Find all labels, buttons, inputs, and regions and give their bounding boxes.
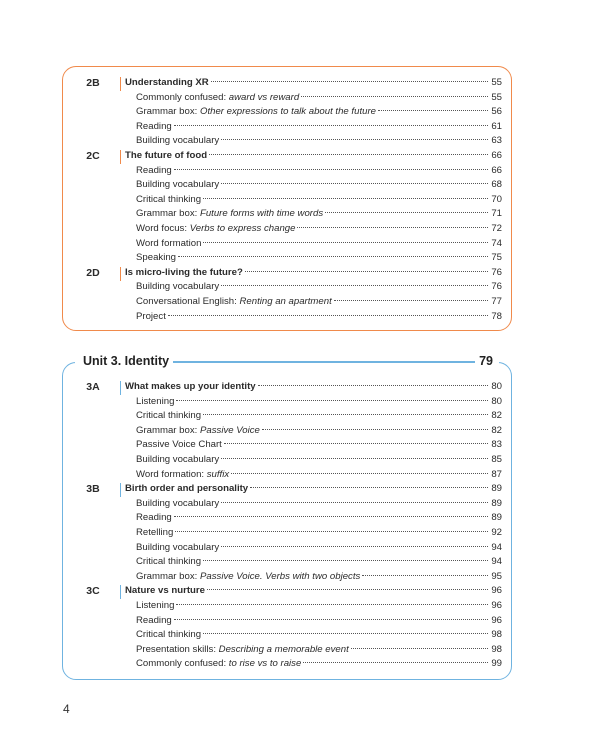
section-divider [120,150,121,164]
dot-leader [175,531,488,532]
entry-title: Understanding XR [125,77,209,88]
entry-title: What makes up your identity [125,381,256,392]
toc-entry[interactable] [125,511,502,526]
toc-entry[interactable] [125,280,502,295]
unit-heading-rule [173,361,475,362]
entry-title-text: Reading [136,614,172,626]
entry-title [136,193,201,208]
dot-leader [258,385,488,386]
entry-page-number: 76 [491,266,502,278]
section-entries [125,584,502,672]
entry-title-italic: Passive Voice. Verbs with two objects [199,570,361,582]
entry-title-text: Building vocabulary [136,541,220,553]
entry-title-text: Listening [136,395,175,407]
entry-title-text: Critical thinking [136,556,202,568]
entry-title-text: Building vocabulary [136,453,220,465]
section-entries [125,380,502,482]
dot-leader [362,575,488,576]
toc-entry[interactable] [125,222,502,237]
entry-page-number: 96 [491,614,502,626]
toc-entry[interactable] [125,614,502,629]
dot-leader [221,458,488,459]
entry-title [136,511,172,526]
toc-entry[interactable] [125,643,502,658]
entry-page-number: 94 [491,541,502,553]
entry-page-number: 96 [491,599,502,611]
entry-title-text: Building vocabulary [136,497,220,509]
toc-lesson-entry[interactable] [125,149,502,164]
entry-title-italic: Passive Voice [199,424,260,436]
section-entries [125,149,502,266]
entry-title [136,105,376,120]
toc-entry[interactable] [125,424,502,439]
entry-page-number: 99 [491,658,502,670]
entry-title: Birth order and personality [125,483,249,495]
entry-title-italic: Verbs to express change [189,222,296,234]
entry-title-text: Critical thinking [136,410,202,422]
entry-page-number: 98 [491,629,502,641]
entry-page-number: 74 [491,237,502,249]
toc-lesson-entry[interactable] [125,482,502,497]
dot-leader [211,81,488,82]
entry-page-number: 68 [491,179,502,191]
toc-entry[interactable] [125,599,502,614]
toc-entry[interactable] [125,570,502,585]
dot-leader [301,96,488,97]
toc-entry[interactable] [125,120,502,135]
entry-page-number: 55 [491,77,502,88]
entry-title [136,310,166,325]
entry-page-number: 94 [491,556,502,568]
entry-title: Is micro-living the future? [125,266,243,278]
toc-entry[interactable] [125,395,502,410]
entry-page-number: 83 [491,439,502,451]
toc-entry[interactable] [125,438,502,453]
entry-title [136,222,295,237]
entry-page-number: 98 [491,643,502,655]
toc-entry[interactable] [125,628,502,643]
dot-leader [250,487,488,488]
entry-page-number: 92 [491,526,502,538]
toc-entry[interactable] [125,468,502,483]
section-divider [120,483,121,497]
toc-entry[interactable] [125,555,502,570]
entry-title: Nature vs nurture [125,585,205,597]
unit-heading [75,354,499,368]
entry-title [136,134,219,149]
entry-page-number: 63 [491,135,502,147]
section-code: 3A [86,381,100,393]
entry-title [136,453,219,468]
entry-title-text: Grammar box: [136,106,200,118]
section-code: 2C [86,150,100,162]
toc-entry[interactable] [125,134,502,149]
dot-leader [221,502,488,503]
entry-page-number: 96 [491,585,502,597]
entry-page-number: 80 [491,395,502,407]
entry-page-number: 76 [491,281,502,293]
dot-leader [221,183,488,184]
entry-title [136,599,174,614]
entry-title-italic: Renting an apartment [239,295,332,307]
entry-title-text: Critical thinking [136,193,202,205]
dot-leader [221,139,488,140]
dot-leader [178,256,488,257]
entry-title [136,409,201,424]
entry-page-number: 85 [491,453,502,465]
entry-page-number: 61 [491,120,502,132]
toc-entry[interactable] [125,164,502,179]
entry-page-number: 82 [491,424,502,436]
entry-title-italic: to rise vs to raise [228,658,302,670]
entry-title [136,91,299,106]
dot-leader [262,429,488,430]
entry-page-number: 70 [491,193,502,205]
entry-title [136,295,332,310]
entry-title-text: Reading [136,512,172,524]
entry-title [136,541,219,556]
toc-entry[interactable] [125,193,502,208]
entry-page-number: 87 [491,468,502,480]
dot-leader [334,300,488,301]
dot-leader [297,227,488,228]
entry-page-number: 82 [491,410,502,422]
entry-title [136,468,229,483]
section-divider [120,585,121,599]
entry-title [136,628,201,643]
entry-title [136,643,349,658]
toc-entry[interactable] [125,310,502,325]
toc-entry[interactable] [125,251,502,266]
entry-title-text: Building vocabulary [136,281,220,293]
unit-page-number: 79 [475,354,499,368]
dot-leader [203,198,488,199]
section-entries [125,482,502,584]
dot-leader [221,546,488,547]
entry-page-number: 77 [491,295,502,307]
toc-lesson-entry[interactable] [125,380,502,395]
entry-title [136,178,219,193]
entry-title-text: Grammar box: [136,570,200,582]
toc-entry[interactable] [125,91,502,106]
entry-title-text: Project [136,310,166,322]
entry-page-number: 80 [491,381,502,392]
entry-title-text: Word formation: [136,468,207,480]
dot-leader [224,443,488,444]
entry-page-number: 72 [491,222,502,234]
toc-box-unit-3 [62,354,512,680]
entry-title [136,555,201,570]
dot-leader [174,169,488,170]
toc-entry[interactable] [125,541,502,556]
entry-title [136,526,173,541]
entry-title-text: Reading [136,164,172,176]
entry-title-text: Listening [136,599,175,611]
dot-leader [325,212,488,213]
toc-entry[interactable] [125,657,502,672]
entry-title-text: Critical thinking [136,629,202,641]
entry-title-italic: Other expressions to talk about the future [199,106,376,118]
entry-title-text: Conversational English: [136,295,240,307]
entry-title-text: Word formation [136,237,202,249]
entry-page-number: 78 [491,310,502,322]
dot-leader [174,619,488,620]
section-code: 2B [86,77,100,89]
entry-title [136,120,172,135]
entry-title [136,497,219,512]
dot-leader [351,648,488,649]
entry-page-number: 89 [491,512,502,524]
dot-leader [231,473,488,474]
entry-page-number: 95 [491,570,502,582]
dot-leader [207,589,488,590]
section-divider [120,77,121,91]
entry-title-text: Speaking [136,252,177,264]
entry-title [136,657,301,672]
entry-page-number: 71 [491,208,502,220]
unit-title: Unit 3. Identity [75,354,173,368]
entry-title-text: Grammar box: [136,424,200,436]
dot-leader [303,662,488,663]
dot-leader [203,242,488,243]
section-entries [125,76,502,149]
entry-page-number: 89 [491,483,502,495]
entry-page-number: 66 [491,164,502,176]
entry-title-italic: Future forms with time words [199,208,324,220]
entry-title-italic: Describing a memorable event [218,643,349,655]
section-code: 3B [86,483,100,496]
toc-lesson-entry[interactable] [125,584,502,599]
section-divider [120,267,121,281]
entry-title [136,395,174,410]
entry-title-text: Grammar box: [136,208,200,220]
entry-page-number: 89 [491,497,502,509]
toc-entry[interactable] [125,497,502,512]
entry-title [136,237,201,252]
toc-lesson-entry[interactable] [125,266,502,281]
entry-title-text: Passive Voice Chart [136,439,222,451]
dot-leader [174,125,488,126]
toc-lesson-entry[interactable] [125,76,502,91]
entry-title-text: Presentation skills: [136,643,219,655]
entry-title [136,207,323,222]
entry-title: The future of food [125,150,208,161]
dot-leader [378,110,488,111]
entry-page-number: 56 [491,106,502,118]
section-entries [125,266,502,324]
section-code: 2D [86,266,100,279]
entry-title-text: Reading [136,120,172,132]
dot-leader [174,516,488,517]
toc-entry[interactable] [125,453,502,468]
entry-title-text: Building vocabulary [136,179,220,191]
dot-leader [168,315,488,316]
entry-title-text: Commonly confused: [136,91,229,103]
entry-title [136,424,260,439]
toc-entry[interactable] [125,295,502,310]
toc-entry[interactable] [125,207,502,222]
toc-entry[interactable] [125,237,502,252]
section-code: 3C [86,585,100,598]
dot-leader [203,414,488,415]
entry-title-text: Retelling [136,526,174,538]
entry-title [136,251,176,266]
toc-entry[interactable] [125,526,502,541]
dot-leader [176,400,488,401]
entry-page-number: 55 [491,91,502,103]
toc-entry[interactable] [125,178,502,193]
page-number: 4 [63,702,70,716]
dot-leader [176,604,488,605]
entry-title-text: Word focus: [136,222,190,234]
dot-leader [203,633,488,634]
entry-title-text: Building vocabulary [136,135,220,147]
entry-title-text: Commonly confused: [136,658,229,670]
entry-title [136,438,222,453]
dot-leader [203,560,488,561]
toc-entry[interactable] [125,409,502,424]
entry-title-italic: suffix [206,468,230,480]
entry-page-number: 66 [491,150,502,161]
dot-leader [221,285,488,286]
entry-title [136,280,219,295]
entry-title [136,164,172,179]
entry-title [136,570,360,585]
entry-title-italic: award vs reward [228,91,300,103]
toc-box-unit-2 [62,66,512,331]
dot-leader [209,154,488,155]
toc-entry[interactable] [125,105,502,120]
dot-leader [245,271,488,272]
entry-page-number: 75 [491,252,502,264]
entry-title [136,614,172,629]
section-divider [120,381,121,395]
